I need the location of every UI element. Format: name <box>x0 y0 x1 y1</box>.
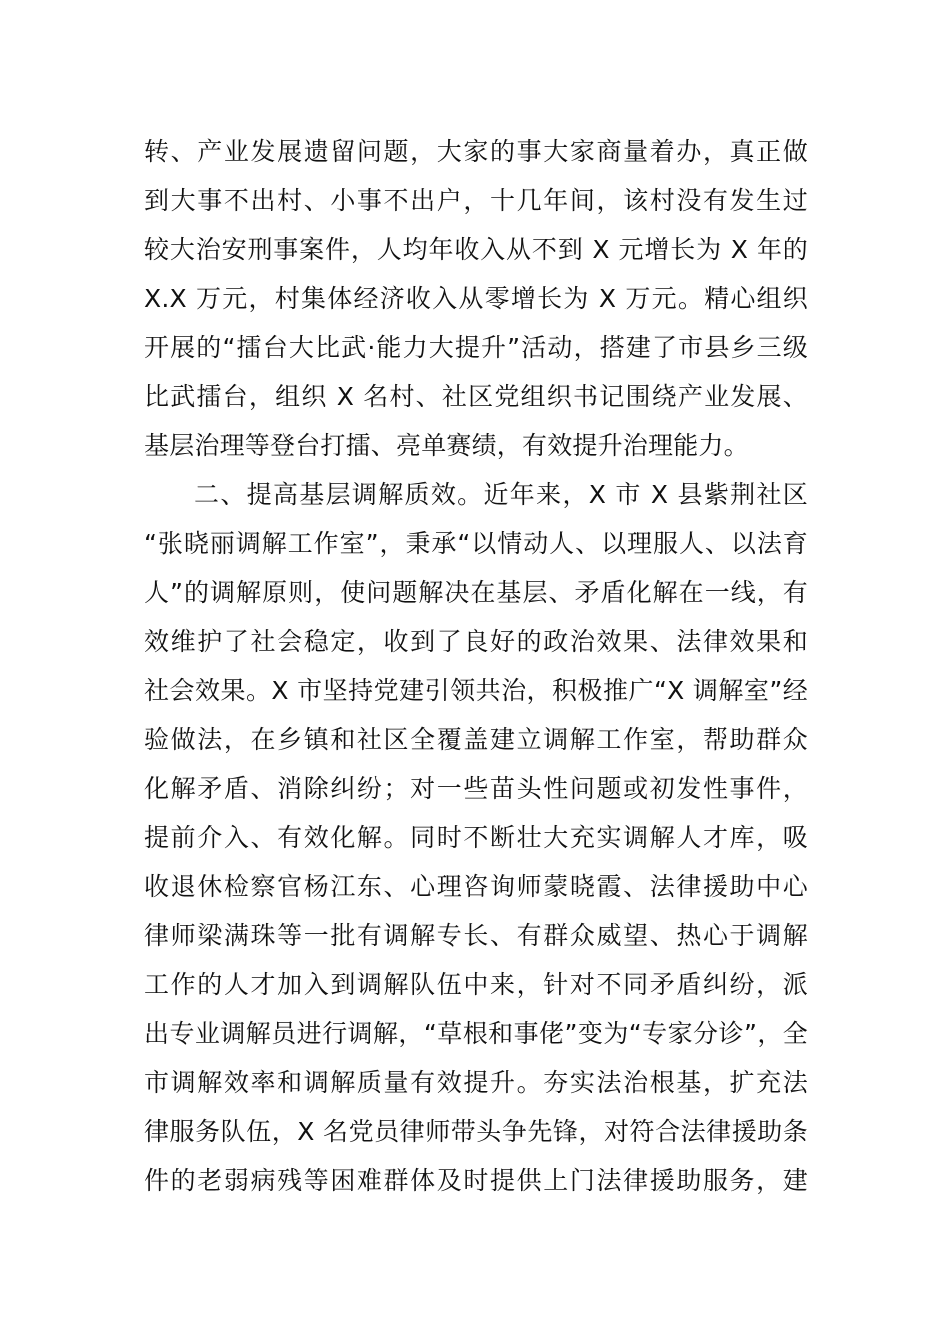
text-line-first: 二、提高基层调解质效。近年来，X 市 X 县紫荆社区 <box>194 480 808 509</box>
paragraph-1 <box>144 127 808 470</box>
text-line: 工作的人才加入到调解队伍中来，针对不同矛盾纠纷，派 <box>144 970 808 999</box>
text-line: 到大事不出村、小事不出户，十几年间，该村没有发生过 <box>144 186 808 215</box>
text-line: 律服务队伍，X 名党员律师带头争先锋，对符合法律援助条 <box>144 1117 808 1146</box>
paragraph-2 <box>144 470 808 1205</box>
text-line: 社会效果。X 市坚持党建引领共治，积极推广“X 调解室”经 <box>144 676 808 705</box>
text-line: 市调解效率和调解质量有效提升。夯实法治根基，扩充法 <box>144 1068 808 1097</box>
text-line: 开展的“擂台大比武·能力大提升”活动，搭建了市县乡三级 <box>144 333 808 362</box>
text-line: X.X 万元，村集体经济收入从零增长为 X 万元。精心组织 <box>144 284 808 313</box>
text-line: 验做法，在乡镇和社区全覆盖建立调解工作室，帮助群众 <box>144 725 808 754</box>
text-line-last: 基层治理等登台打擂、亮单赛绩，有效提升治理能力。 <box>144 431 749 460</box>
text-line: 比武擂台，组织 X 名村、社区党组织书记围绕产业发展、 <box>144 382 808 411</box>
text-line: 化解矛盾、消除纠纷；对一些苗头性问题或初发性事件， <box>144 774 808 803</box>
text-line: 转、产业发展遗留问题，大家的事大家商量着办，真正做 <box>144 137 808 166</box>
text-line: 较大治安刑事案件，人均年收入从不到 X 元增长为 X 年的 <box>144 235 808 264</box>
text-line: 人”的调解原则，使问题解决在基层、矛盾化解在一线，有 <box>144 578 808 607</box>
text-line: 件的老弱病残等困难群体及时提供上门法律援助服务，建 <box>144 1166 808 1195</box>
text-line: 收退休检察官杨江东、心理咨询师蒙晓霞、法律援助中心 <box>144 872 808 901</box>
text-line: 律师梁满珠等一批有调解专长、有群众威望、热心于调解 <box>144 921 808 950</box>
text-line: 提前介入、有效化解。同时不断壮大充实调解人才库，吸 <box>144 823 808 852</box>
text-line: 效维护了社会稳定，收到了良好的政治效果、法律效果和 <box>144 627 808 656</box>
text-line: 出专业调解员进行调解，“草根和事佬”变为“专家分诊”，全 <box>144 1019 808 1048</box>
text-line: “张晓丽调解工作室”，秉承“以情动人、以理服人、以法育 <box>144 529 808 558</box>
